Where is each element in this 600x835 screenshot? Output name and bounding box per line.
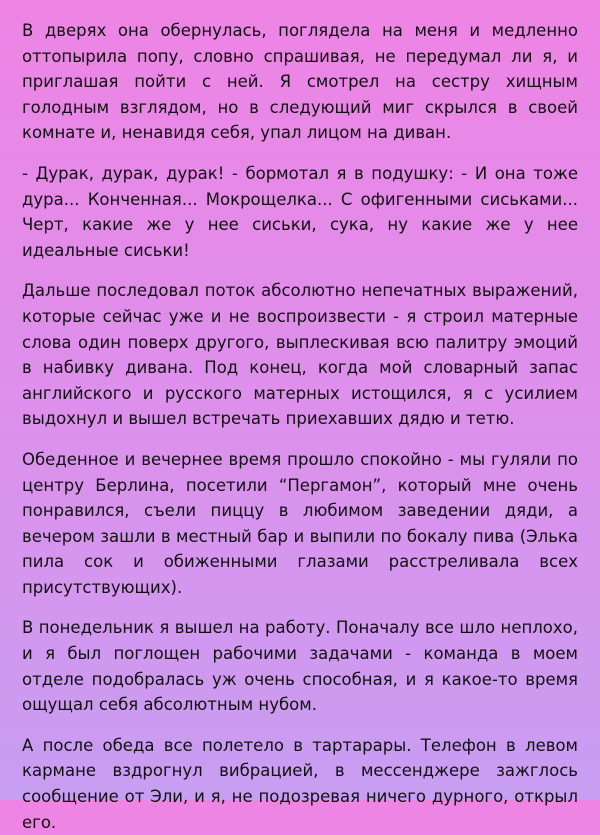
paragraph-3: Дальше последовал поток абсолютно непечатных выражений, которые сейчас уже и не воспроизвести - я строил матерные слова один поверх другого, выплескивая всю палитру эмоций в набивку дивана. Под конец, когда мой словарный запас английского и русского матерных истощился, я с усилием выдохнул и вышел встречать приехавших дядю и тетю. — [22, 281, 578, 429]
paragraph-5: В понедельник я вышел на работу. Поначалу все шло неплохо, и я был поглощен рабочими задачами - команда в моем отделе подобралась уж очень способная, и я какое-то время ощущал себя абсолютным нубом. — [22, 618, 578, 715]
paragraph-6: А после обеда все полетело в тартарары. Телефон в левом кармане вздрогнул вибрацией, в мессенджере зажглось сообщение от Эли, и я, не подозревая ничего дурного, открыл его. — [22, 735, 578, 832]
paragraph-1: В дверях она обернулась, поглядела на меня и медленно оттопырила попу, словно спрашивая, не передумал ли я, и приглашая пойти с ней. Я смотрел на сестру хищным голодным взглядом, но в следующий миг скрылся в своей комнате и, ненавидя себя, упал лицом на диван. — [22, 21, 578, 143]
paragraph-2: - Дурак, дурак, дурак! - бормотал я в подушку: - И она тоже дура... Конченная... Мокрощелка... С офигенными сиськами... Черт, какие же у нее сиськи, сука, ну какие же у нее идеальные сиськи! — [22, 163, 578, 260]
paragraph-4: Обеденное и вечернее время прошло спокойно - мы гуляли по центру Берлина, посетили “Пергамон”, который мне очень понравился, съели пиццу в любимом заведении дяди, а вечером зашли в местный бар и выпили по бокалу пива (Элька пила сок и обиженными глазами расстреливала всех присутствующих). — [22, 449, 578, 597]
